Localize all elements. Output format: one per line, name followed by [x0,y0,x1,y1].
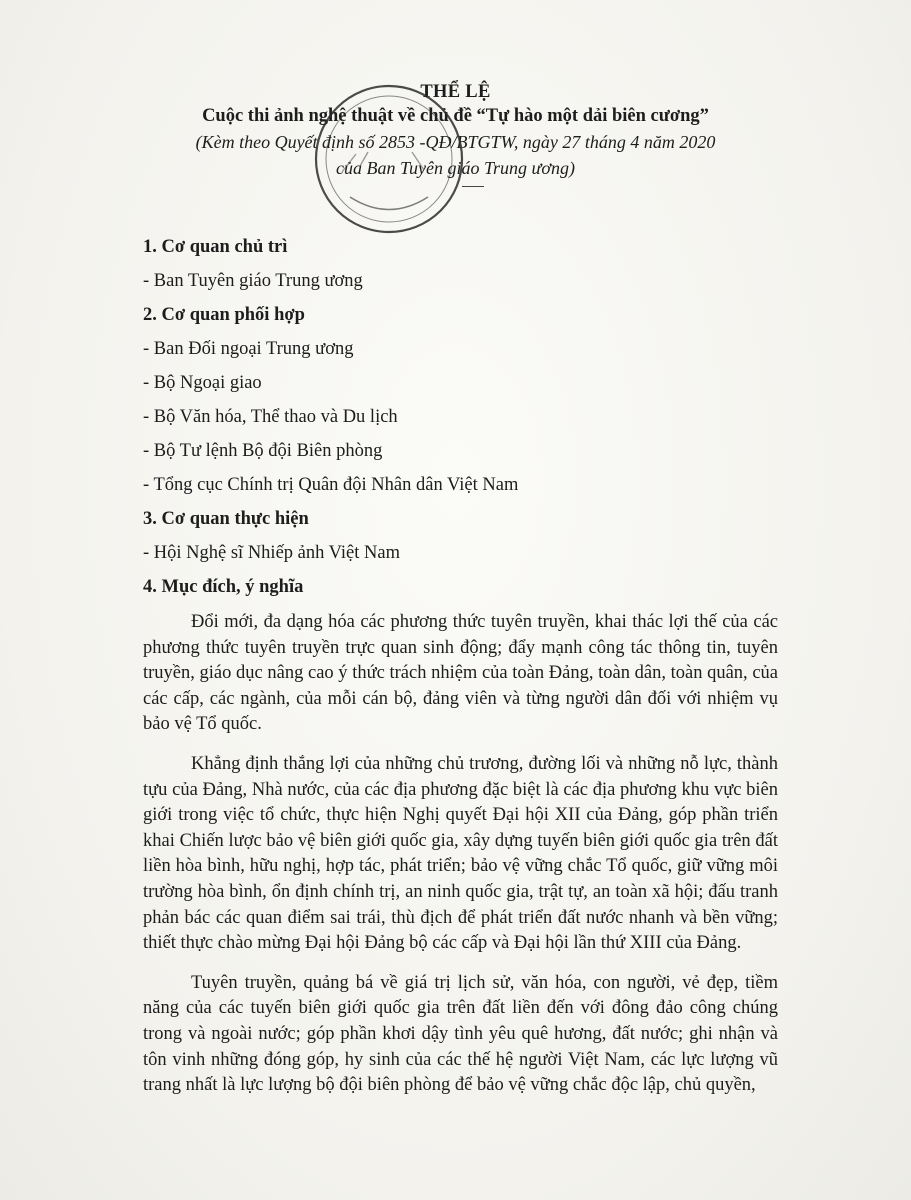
list-item: - Ban Đối ngoại Trung ương [143,339,354,359]
header-divider [462,186,484,187]
list-item: - Ban Tuyên giáo Trung ương [143,271,363,291]
decision-reference-line-2: của Ban Tuyên giáo Trung ương) [336,158,575,178]
decision-reference-line-1: (Kèm theo Quyết định số 2853 -QĐ/BTGTW, ngày 27 tháng 4 năm 2020 [195,132,716,152]
paragraph: Đổi mới, đa dạng hóa các phương thức tuyên truyền, khai thác lợi thế của các phương thức tuyên truyền trực quan sinh động; đẩy mạnh công tác thông tin, tuyên truyền, giáo dục nâng cao ý thức trách nhiệm của toàn Đảng, toàn dân, toàn quân, của các cấp, các ngành, của mỗi cán bộ, đảng viên và từng người dân đối với nhiệm vụ bảo vệ Tổ quốc. [143,612,778,735]
section-heading-implementing-agency: 3. Cơ quan thực hiện [143,509,309,529]
section-heading-host-agency: 1. Cơ quan chủ trì [143,237,288,257]
document-subtitle: Cuộc thi ảnh nghệ thuật về chủ đề “Tự hào một dải biên cương” [202,106,709,126]
list-item: - Bộ Tư lệnh Bộ đội Biên phòng [143,441,383,461]
document-header [0,80,911,181]
document-body [143,236,778,1113]
document-title: THỂ LỆ [420,82,491,102]
list-item: - Bộ Ngoại giao [143,373,262,393]
paragraph: Tuyên truyền, quảng bá về giá trị lịch sử, văn hóa, con người, vẻ đẹp, tiềm năng của các tuyến biên giới quốc gia trên đất liền đến với đông đảo công chúng trong và ngoài nước; góp phần khơi dậy tình yêu quê hương, đất nước; ghi nhận và tôn vinh những đóng góp, hy sinh của các thế hệ người Việt Nam, các lực lượng vũ trang nhất là lực lượng bộ đội biên phòng để bảo vệ vững chắc độc lập, chủ quyền, [143,972,778,1096]
paragraph: Khẳng định thắng lợi của những chủ trương, đường lối và những nỗ lực, thành tựu của Đảng, Nhà nước, của các địa phương đặc biệt là các địa phương khu vực biên giới trong việc tổ chức, thực hiện Nghị quyết Đại hội XII của Đảng, góp phần triển khai Chiến lược bảo vệ biên giới quốc gia, xây dựng tuyến biên giới quốc gia trên đất liền hòa bình, hữu nghị, hợp tác, phát triển; bảo vệ vững chắc Tổ quốc, giữ vững môi trường hòa bình, ổn định chính trị, an ninh quốc gia, trật tự, an toàn xã hội; đấu tranh phản bác các quan điểm sai trái, thù địch để phát triển đất nước nhanh và bền vững; thiết thực chào mừng Đại hội Đảng bộ các cấp và Đại hội lần thứ XIII của Đảng. [143,753,778,954]
list-item: - Hội Nghệ sĩ Nhiếp ảnh Việt Nam [143,543,400,563]
list-item: - Tổng cục Chính trị Quân đội Nhân dân Việt Nam [143,475,519,495]
section-heading-coordinating-agencies: 2. Cơ quan phối hợp [143,305,305,325]
section-heading-purpose: 4. Mục đích, ý nghĩa [143,577,304,597]
list-item: - Bộ Văn hóa, Thể thao và Du lịch [143,407,398,427]
